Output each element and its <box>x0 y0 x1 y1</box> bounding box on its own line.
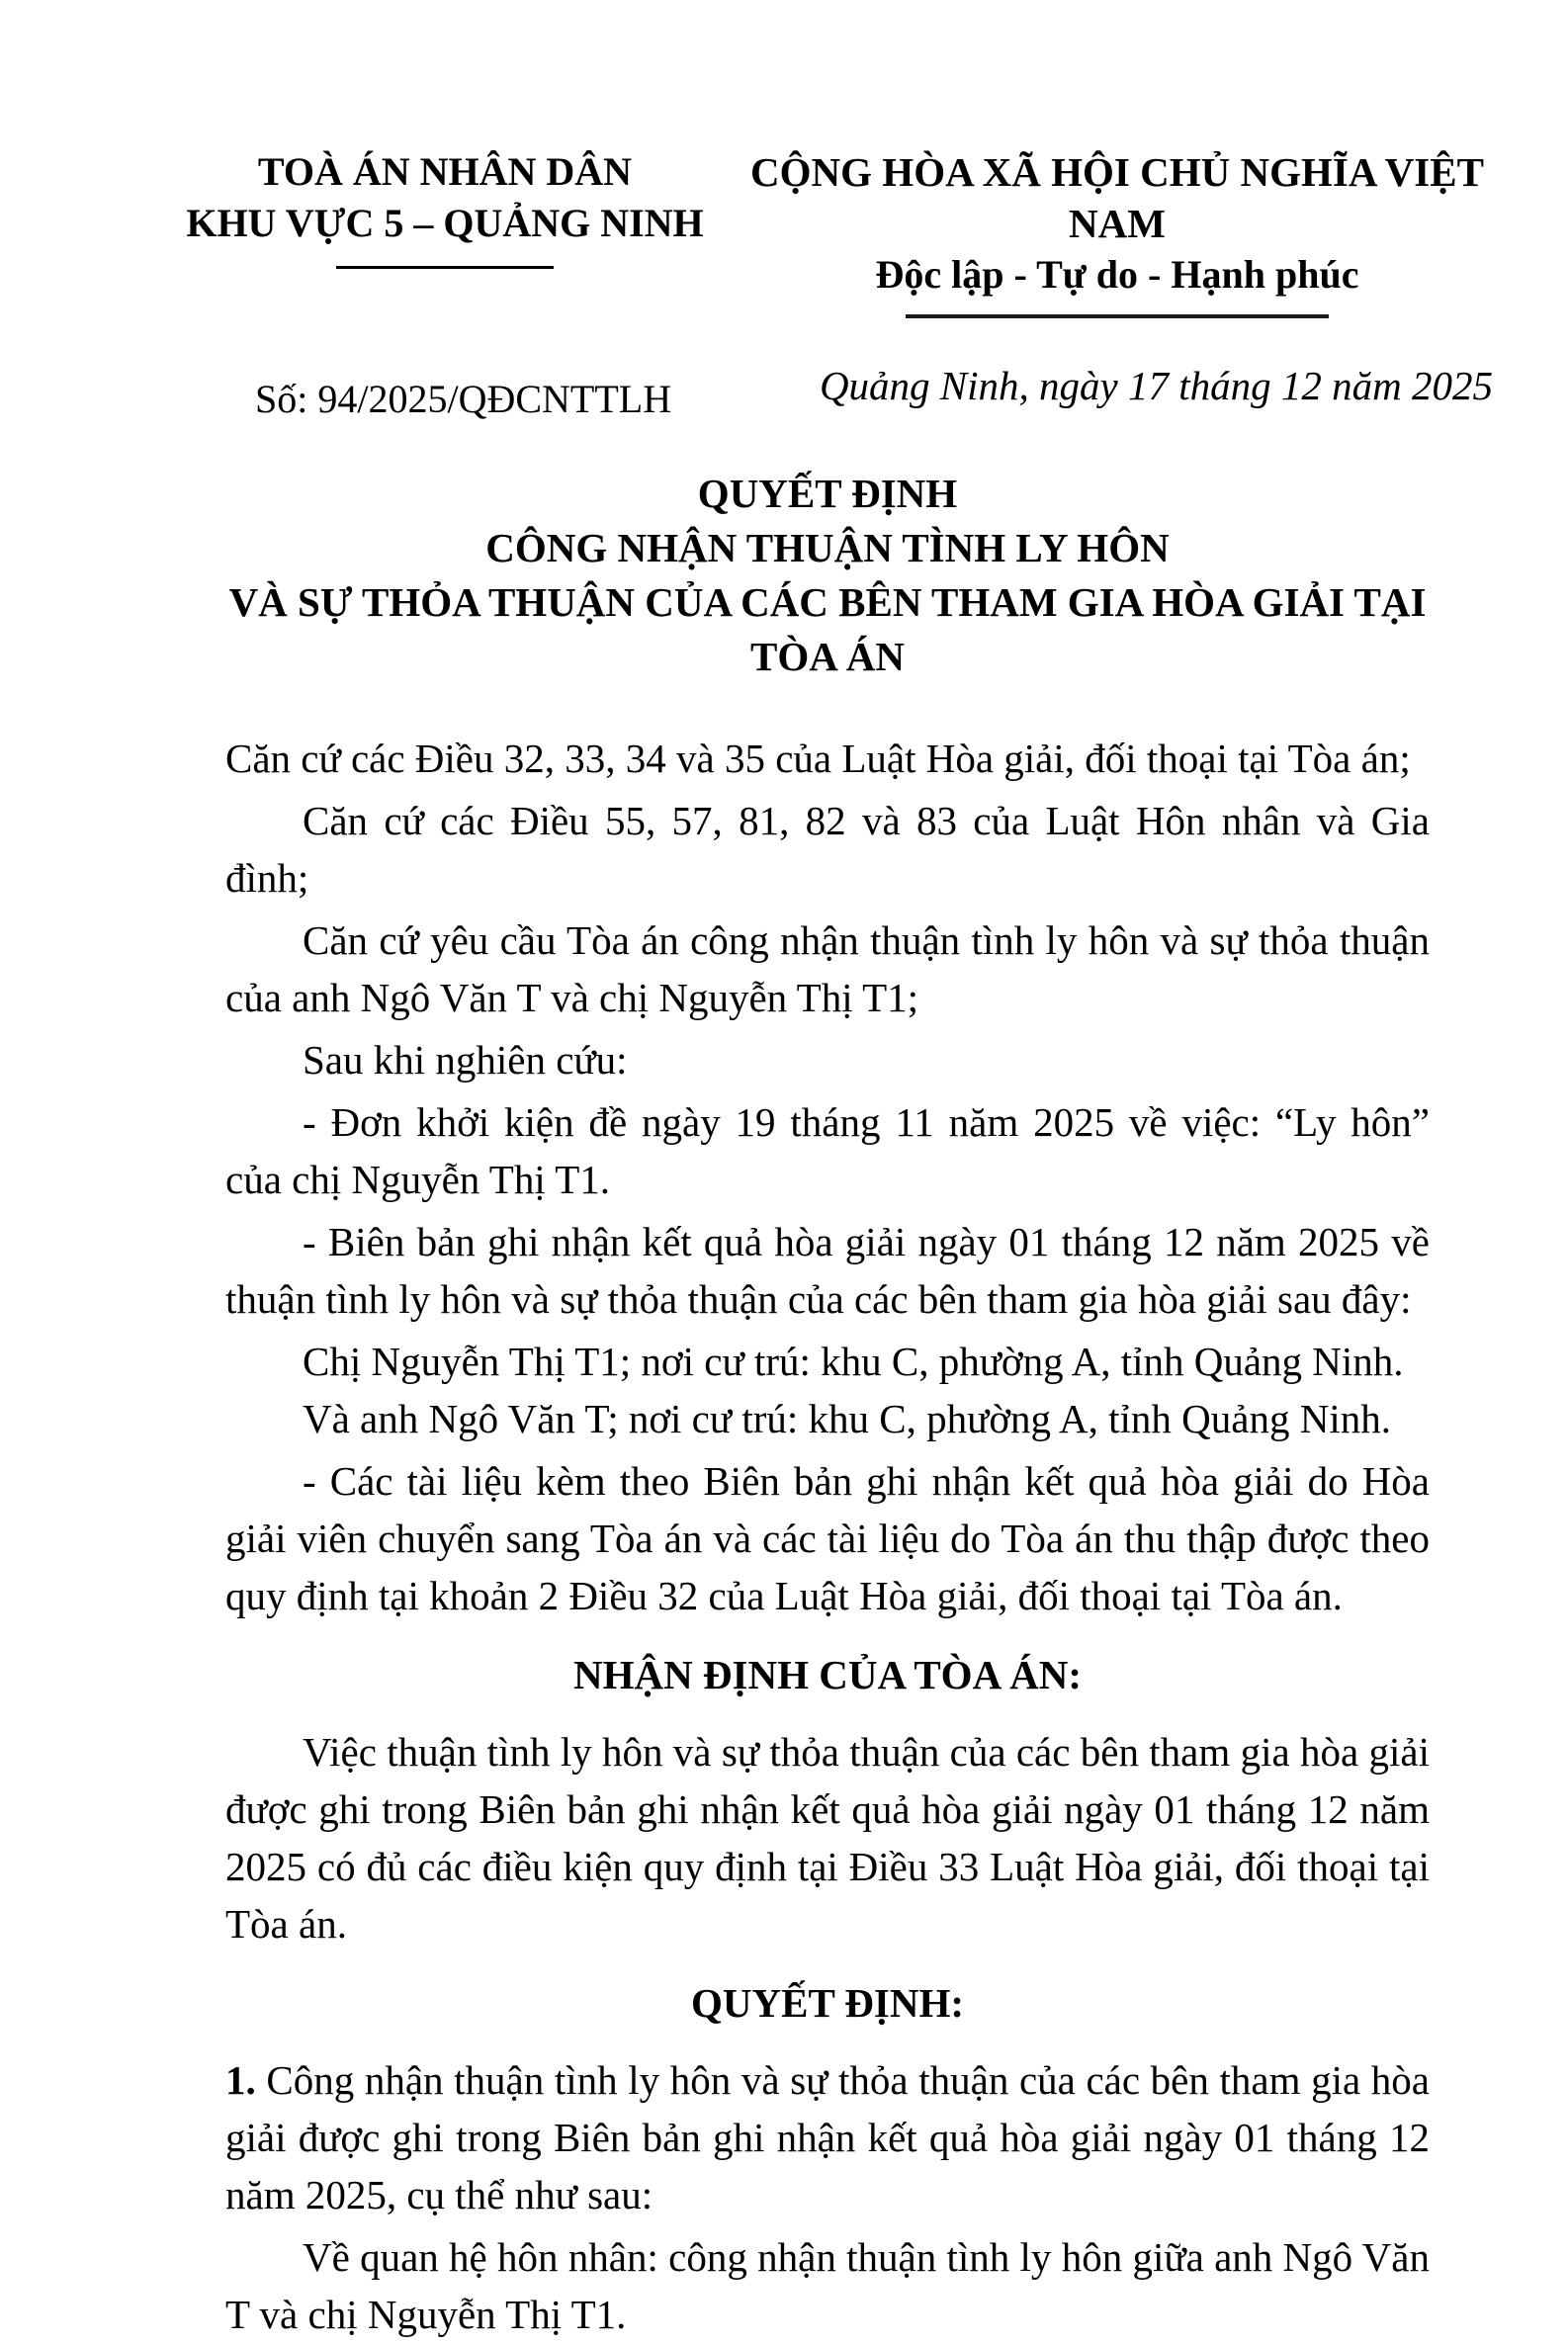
court-name-line2: KHU VỰC 5 – QUẢNG NINH <box>186 201 704 245</box>
national-motto: Độc lập - Tự do - Hạnh phúc <box>875 252 1359 297</box>
title-line3: VÀ SỰ THỎA THUẬN CỦA CÁC BÊN THAM GIA HÒA GIẢI TẠI TÒA ÁN <box>228 579 1427 679</box>
document-header <box>158 146 1503 318</box>
heading-decision: QUYẾT ĐỊNH: <box>690 1980 965 2026</box>
place-and-date: Quảng Ninh, ngày 17 tháng 12 năm 2025 <box>819 363 1493 408</box>
paragraph-mediation-record: - Biên bản ghi nhận kết quả hòa giải ngày 01 tháng 12 năm 2025 về thuận tình ly hôn và sự thỏa thuận của các bên tham gia hòa giải sau đây: <box>225 1219 1430 1322</box>
paragraph-assessment: Việc thuận tình ly hôn và sự thỏa thuận của các bên tham gia hòa giải được ghi trong Biên bản ghi nhận kết quả hòa giải ngày 01 tháng 12 năm 2025 có đủ các điều kiện quy định tại Điều 33 Luật Hòa giải, đối thoại tại Tòa án. <box>225 1729 1430 1947</box>
paragraph-after-review: Sau khi nghiên cứu: <box>303 1037 628 1083</box>
document-number: Số: 94/2025/QĐCNTTLH <box>255 377 672 421</box>
paragraph-request-basis: Căn cứ yêu cầu Tòa án công nhận thuận tình ly hôn và sự thỏa thuận của anh Ngô Văn T và chị Nguyễn Thị T1; <box>225 917 1430 1020</box>
title-line2: CÔNG NHẬN THUẬN TÌNH LY HÔN <box>485 525 1170 570</box>
national-title: CỘNG HÒA XÃ HỘI CHỦ NGHĨA VIỆT NAM <box>750 149 1484 246</box>
paragraph-party-wife: Chị Nguyễn Thị T1; nơi cư trú: khu C, phường A, tỉnh Quảng Ninh. <box>303 1339 1404 1384</box>
decision-item-text: Công nhận thuận tình ly hôn và sự thỏa thuận của các bên tham gia hòa giải được ghi trong Biên bản ghi nhận kết quả hòa giải ngày 01 tháng 12 năm 2025, cụ thể như sau: <box>225 2057 1430 2217</box>
paragraph-attached-documents: - Các tài liệu kèm theo Biên bản ghi nhận kết quả hòa giải do Hòa giải viên chuyển sang Tòa án và các tài liệu do Tòa án thu thập được theo quy định tại khoản 2 Điều 32 của Luật Hòa giải, đối thoại tại Tòa án. <box>225 1458 1430 1618</box>
court-name-line1: TOÀ ÁN NHÂN DÂN <box>257 149 633 194</box>
paragraph-legal-basis-2: Căn cứ các Điều 55, 57, 81, 82 và 83 của Luật Hôn nhân và Gia đình; <box>225 798 1430 901</box>
issuing-court-block <box>158 146 732 318</box>
national-header-block <box>732 146 1503 318</box>
paragraph-marriage-relation: Về quan hệ hôn nhân: công nhận thuận tình ly hôn giữa anh Ngô Văn T và chị Nguyễn Thị T1. <box>225 2234 1430 2337</box>
national-motto-underline <box>906 314 1329 318</box>
paragraph-decision-1 <box>225 2051 1430 2223</box>
document-meta-row <box>0 360 1568 425</box>
decision-item-number: 1. <box>225 2057 256 2103</box>
court-name-underline <box>336 266 554 269</box>
heading-court-assessment: NHẬN ĐỊNH CỦA TÒA ÁN: <box>572 1652 1083 1697</box>
paragraph-petition: - Đơn khởi kiện đề ngày 19 tháng 11 năm 2025 về việc: “Ly hôn” của chị Nguyễn Thị T1. <box>225 1099 1430 1202</box>
paragraph-legal-basis-1: Căn cứ các Điều 32, 33, 34 và 35 của Luật Hòa giải, đối thoại tại Tòa án; <box>225 736 1411 781</box>
paragraph-party-husband: Và anh Ngô Văn T; nơi cư trú: khu C, phường A, tỉnh Quảng Ninh. <box>303 1396 1391 1441</box>
document-title <box>225 467 1430 684</box>
title-line1: QUYẾT ĐỊNH <box>697 471 958 516</box>
document-body <box>225 730 1430 2343</box>
